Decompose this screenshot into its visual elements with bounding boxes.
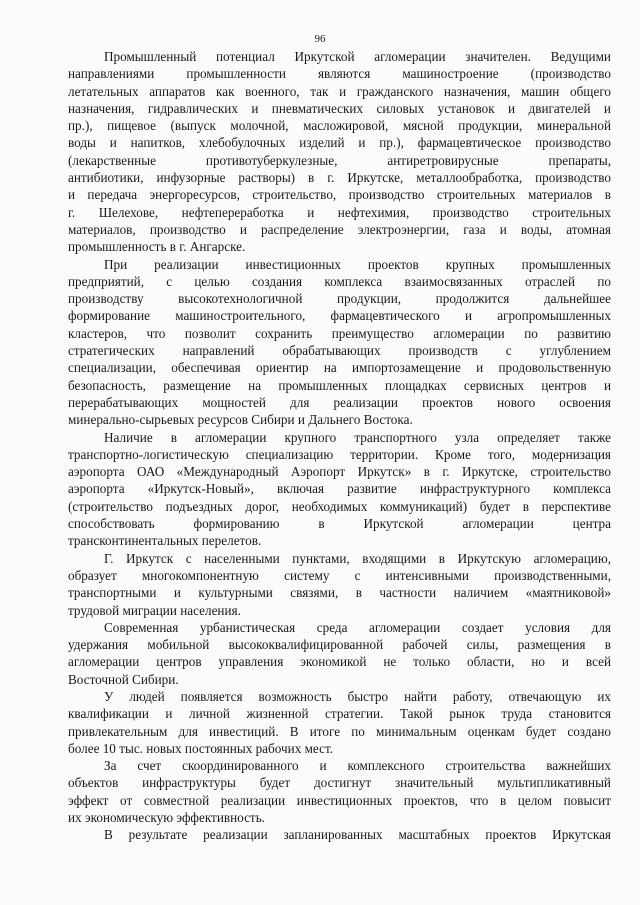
text-line: удержания мобильной высококвалифицированной рабочей силы, размещения в (68, 637, 611, 653)
text-line: способствовать формированию в Иркутской агломерации центра (68, 516, 611, 532)
text-line: назначения, гидравлических и пневматических силовых установок и двигателей и (68, 100, 611, 116)
text-line: транспортными и культурными связями, в частности наличием «маятниковой» (68, 585, 611, 601)
text-line: (строительство подъездных дорог, необходимых коммуникаций) будет в перспективе (68, 498, 611, 514)
text-line: промышленность в г. Ангарске. (68, 239, 246, 255)
text-line: образует многокомпонентную систему с интенсивными производственными, (68, 567, 611, 583)
text-line: Современная урбанистическая среда агломерации создает условия для (104, 619, 611, 635)
text-line: стратегических направлений обрабатывающих производств с углублением (68, 343, 611, 359)
text-line: квалификации и личной жизненной стратегии. Такой рынок труда становится (68, 706, 611, 722)
paragraph (68, 429, 611, 550)
paragraph (68, 550, 611, 619)
text-line: специализации, обеспечивая ориентир на импортозамещение и продовольственную (68, 360, 611, 376)
text-line: Восточной Сибири. (68, 671, 179, 687)
paragraph (68, 688, 611, 757)
page-number: 96 (314, 33, 326, 45)
text-line: аэропорта «Иркутск-Новый», включая развитие инфраструктурного комплекса (68, 481, 611, 497)
paragraph (68, 826, 611, 843)
text-line: (лекарственные противотуберкулезные, антиретровирусные препараты, (68, 152, 611, 168)
text-line: воды и напитков, хлебобулочных изделий и пр.), фармацевтическое производство (68, 135, 611, 151)
text-line: аэропорта ОАО «Международный Аэропорт Иркутск» в г. Иркутске, строительство (68, 464, 611, 480)
text-line: г. Шелехове, нефтепереработка и нефтехимия, производство строительных (68, 204, 611, 220)
text-line: и передача энергоресурсов, строительство, производство строительных материалов в (68, 187, 611, 203)
text-line: транспортно-логистическую специализацию территории. Кроме того, модернизация (68, 446, 611, 462)
paragraph (68, 256, 611, 429)
text-line: минерально-сырьевых ресурсов Сибири и Дальнего Востока. (68, 412, 413, 428)
text-line: трансконтинентальных перелетов. (68, 533, 262, 549)
text-line: направлениями промышленности являются машиностроение (производство (68, 66, 611, 82)
text-line: их экономическую эффективность. (68, 810, 266, 826)
paragraph (68, 757, 611, 826)
text-line: кластеров, что позволит сохранить преимущество агломерации по развитию (68, 325, 611, 341)
text-line: предприятий, с целью создания комплекса взаимосвязанных отраслей по (68, 273, 611, 289)
text-line: производству высокотехнологичной продукции, продолжится дальнейшее (68, 291, 611, 307)
text-line: привлекательным для инвестиций. В итоге по минимальным оценкам будет создано (68, 723, 611, 739)
text-line: В результате реализации запланированных масштабных проектов Иркутская (104, 827, 611, 843)
text-line: За счет скоординированного и комплексного строительства важнейших (104, 758, 611, 774)
text-line: Г. Иркутск с населенными пунктами, входящими в Иркутскую агломерацию, (104, 550, 611, 566)
text-line: более 10 тыс. новых постоянных рабочих мест. (68, 740, 334, 756)
text-line: безопасность, размещение на промышленных площадках сервисных центров и (68, 377, 611, 393)
text-line: перерабатывающих мощностей для реализации проектов нового освоения (68, 394, 611, 410)
text-line: пр.), пищевое (выпуск молочной, масложировой, мясной продукции, минеральной (68, 118, 611, 134)
text-line: агломерации центров управления экономикой не только области, но и всей (68, 654, 611, 670)
text-line: У людей появляется возможность быстро найти работу, отвечающую их (104, 688, 611, 704)
text-line: материалов, производство и распределение электроэнергии, газа и воды, атомная (68, 221, 611, 237)
text-line: трудовой миграции населения. (68, 602, 241, 618)
document-body (68, 48, 611, 844)
paragraph (68, 48, 611, 256)
text-line: объектов инфраструктуры будет достигнут значительный мультипликативный (68, 775, 611, 791)
text-line: эффект от совместной реализации инвестиционных проектов, что в целом повысит (68, 792, 611, 808)
text-line: Наличие в агломерации крупного транспортного узла определяет также (104, 429, 611, 445)
text-line: формирование машиностроительного, фармацевтического и агропромышленных (68, 308, 611, 324)
text-line: Промышленный потенциал Иркутской агломерации значителен. Ведущими (104, 49, 611, 64)
text-line: антибиотики, инфузорные растворы) в г. Иркутске, металлообработка, производство (68, 170, 611, 186)
paragraph (68, 619, 611, 688)
text-line: При реализации инвестиционных проектов крупных промышленных (104, 256, 611, 272)
text-line: летательных аппаратов как военного, так и гражданского назначения, машин общего (68, 83, 611, 99)
